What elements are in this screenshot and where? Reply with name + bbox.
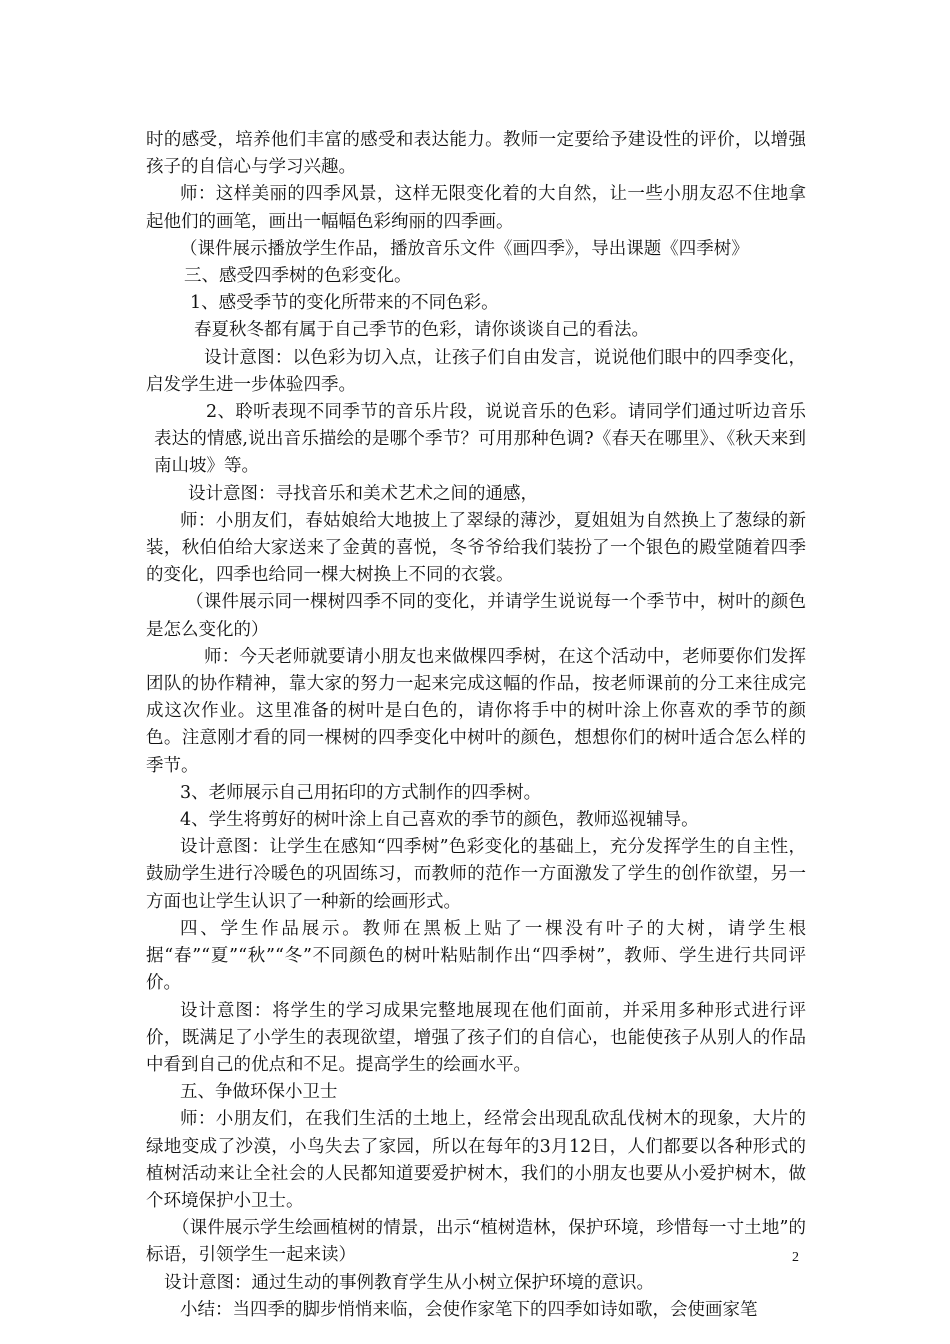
paragraph: 春夏秋冬都有属于自己季节的色彩，请你谈谈自己的看法。 [194, 320, 649, 341]
paragraph: 三、感受四季树的色彩变化。 [184, 266, 412, 287]
paragraph: 设计意图：让学生在感知“四季树”色彩变化的基础上，充分发挥学生的自主性，鼓励学生进行冷暖色的巩固练习，而教师的范作一方面激发了学生的创作欲望，另一方面也让学生认识了一种新的绘画形式。 [146, 837, 806, 912]
paragraph: 设计意图：以色彩为切入点，让孩子们自由发言，说说他们眼中的四季变化，启发学生进一步体验四季。 [146, 347, 806, 395]
paragraph: （课件展示播放学生作品，播放音乐文件《画四季》，导出课题《四季树》 [180, 238, 749, 259]
paragraph: （课件展示同一棵树四季不同的变化，并请学生说说每一个季节中，树叶的颜色是怎么变化的） [146, 592, 806, 640]
paragraph: 设计意图：通过生动的事例教育学生从小树立保护环境的意识。 [164, 1272, 654, 1293]
paragraph: 1、感受季节的变化所带来的不同色彩。 [190, 293, 499, 314]
paragraph: 师：小朋友们，在我们生活的土地上，经常会出现乱砍乱伐树木的现象，大片的绿地变成了沙漠，小鸟失去了家园，所以在每年的3月12日，人们都要以各种形式的植树活动来让全社会的人民都知道要爱护树木，我们的小朋友也要从小爱护树木，做个环境保护小卫士。 [146, 1109, 806, 1211]
paragraph: 四、学生作品展示。教师在黑板上贴了一棵没有叶子的大树，请学生根据“春”“夏”“秋”“冬”不同颜色的树叶粘贴制作出“四季树”，教师、学生进行共同评价。 [146, 918, 806, 994]
paragraph: 4、学生将剪好的树叶涂上自己喜欢的季节的颜色，教师巡视辅导。 [180, 810, 699, 831]
paragraph: 五、争做环保小卫士 [180, 1082, 338, 1103]
paragraph: 师：今天老师就要请小朋友也来做棵四季树，在这个活动中，老师要你们发挥团队的协作精神，靠大家的努力一起来完成这幅的作品，按老师课前的分工来往成完成这次作业。这里准备的树叶是白色的，请你将手中的树叶涂上你喜欢的季节的颜色。注意刚才看的同一棵树的四季变化中树叶的颜色，想想你们的树叶适合怎么样的季节。 [146, 646, 806, 776]
document-body [146, 127, 806, 1324]
paragraph: 时的感受，培养他们丰富的感受和表达能力。教师一定要给予建设性的评价，以增强孩子的自信心与学习兴趣。 [146, 130, 806, 178]
paragraph: 设计意图：寻找音乐和美术艺术之间的通感， [188, 483, 538, 504]
paragraph: 2、聆听表现不同季节的音乐片段，说说音乐的色彩。请同学们通过听边音乐表达的情感,说出音乐描绘的是哪个季节？可用那种色调?《春天在哪里》、《秋天来到南山坡》等。 [154, 402, 806, 477]
paragraph: 师：小朋友们，春姑娘给大地披上了翠绿的薄沙，夏姐姐为自然换上了葱绿的新装，秋伯伯给大家送来了金黄的喜悦，冬爷爷给我们装扮了一个银色的殿堂随着四季的变化，四季也给同一棵大树换上不同的衣裳。 [146, 510, 806, 586]
paragraph: 小结：当四季的脚步悄悄来临，会使作家笔下的四季如诗如歌，会使画家笔 [180, 1299, 758, 1320]
paragraph: 3、老师展示自己用拓印的方式制作的四季树。 [180, 782, 542, 803]
paragraph: 师：这样美丽的四季风景，这样无限变化着的大自然，让一些小朋友忍不住地拿起他们的画笔，画出一幅幅色彩绚丽的四季画。 [146, 184, 806, 232]
paragraph: （课件展示学生绘画植树的情景，出示“植树造林，保护环境，珍惜每一寸土地”的标语，引领学生一起来读） [146, 1218, 806, 1266]
page-number: 2 [792, 1250, 799, 1265]
paragraph: 设计意图：将学生的学习成果完整地展现在他们面前，并采用多种形式进行评价，既满足了小学生的表现欲望，增强了孩子们的自信心，也能使孩子从别人的作品中看到自己的优点和不足。提高学生的绘画水平。 [146, 1000, 806, 1075]
